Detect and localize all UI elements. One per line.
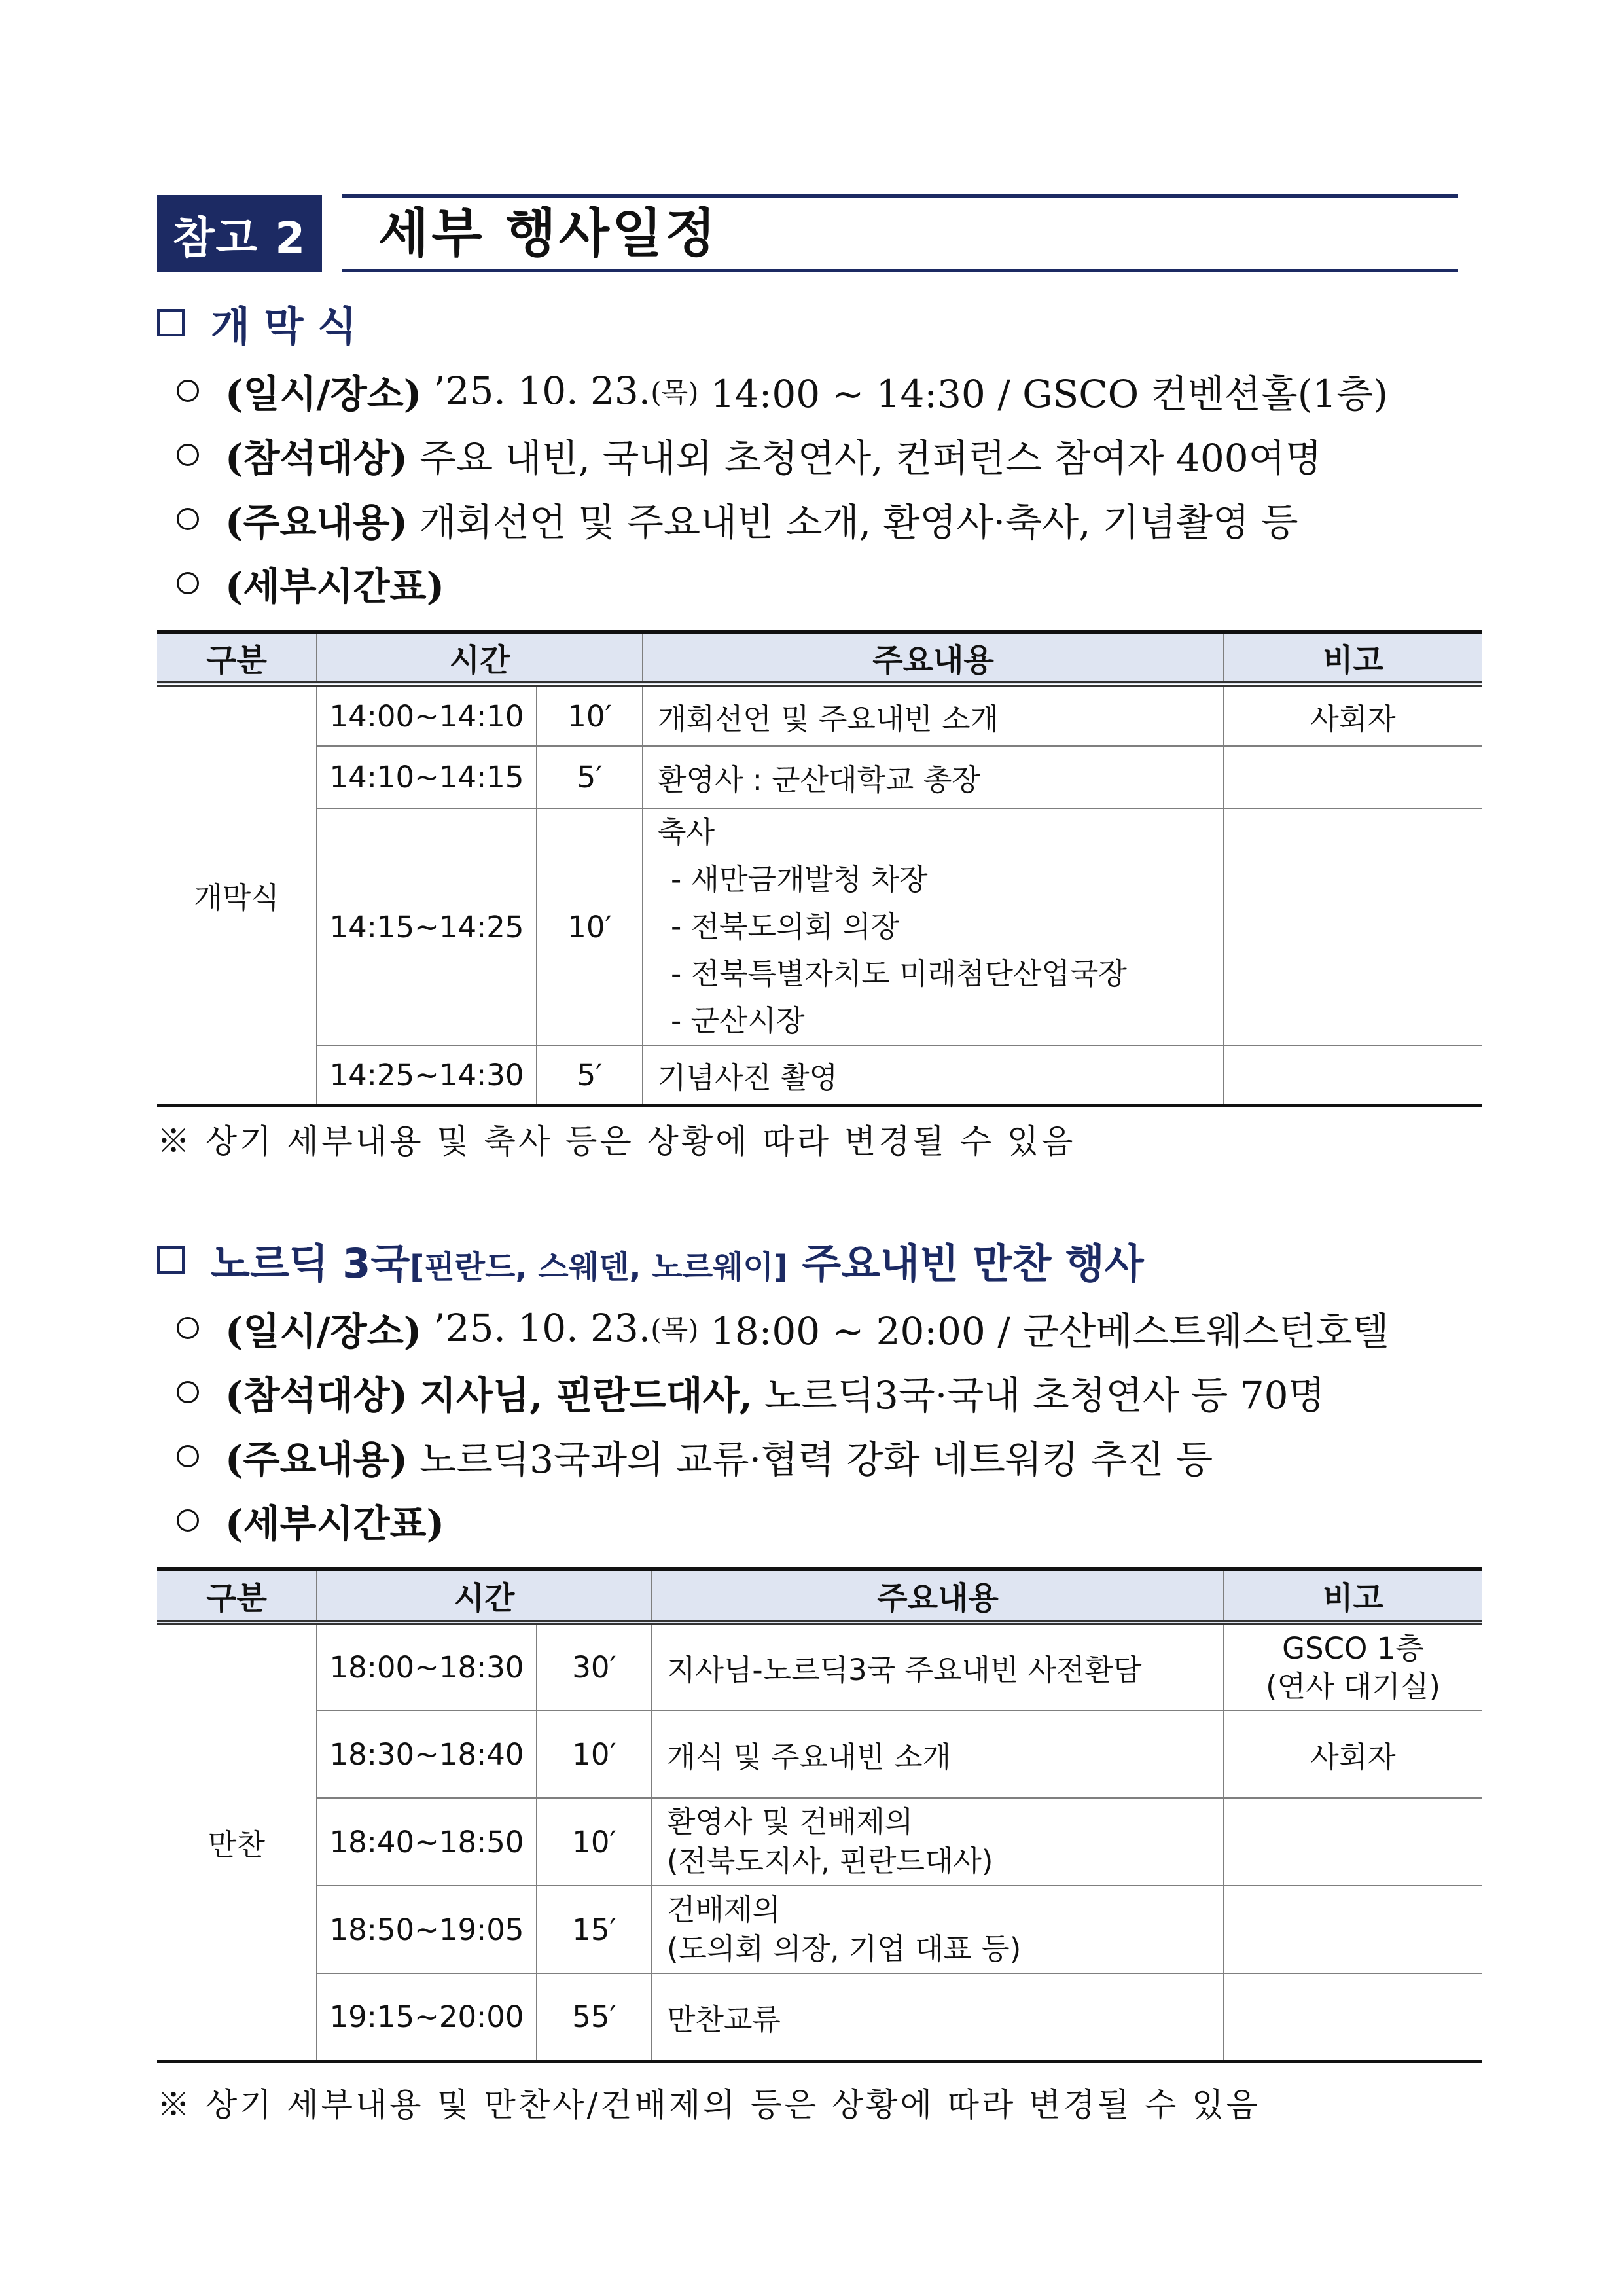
note-cell: [1224, 1798, 1482, 1886]
opening-schedule-table: [157, 630, 1482, 1107]
content-line: 환영사 및 건배제의: [667, 1804, 914, 1839]
opening-bullet-attendees: [177, 425, 1322, 484]
category-cell: 만찬: [157, 1623, 317, 2061]
duration-cell: 10′: [537, 808, 643, 1045]
content-line: 건배제의: [667, 1892, 781, 1927]
category-cell: 개막식: [157, 684, 317, 1105]
time-cell: 18:00~18:30: [317, 1623, 537, 1710]
content-line: 축사: [658, 815, 715, 850]
duration-cell: 15′: [537, 1886, 652, 1973]
content-line: (도의회 의장, 기업 대표 등): [667, 1931, 1022, 1966]
content-line: - 새만금개발청 차장: [671, 862, 928, 897]
duration-cell: 55′: [537, 1973, 652, 2061]
duration-cell: 5′: [537, 746, 643, 808]
circle-bullet-icon: [177, 1445, 199, 1467]
time-cell: 18:50~19:05: [317, 1886, 537, 1973]
note-cell: 사회자: [1224, 1710, 1482, 1798]
weekday: (목): [651, 1314, 699, 1346]
opening-bullet-schedule: [177, 554, 456, 613]
bullet-label: (참석대상): [225, 436, 408, 480]
bullet-text-2: 14:00 ~ 14:30 / GSCO 컨벤션홀(1층): [698, 372, 1388, 416]
col-header-content: 주요내용: [643, 632, 1224, 684]
table-header-row: [157, 1569, 1482, 1623]
col-header-category: 구분: [157, 1569, 317, 1623]
note-cell: GSCO 1층 (연사 대기실): [1224, 1623, 1482, 1710]
table-row: [157, 1045, 1482, 1105]
circle-bullet-icon: [177, 1381, 199, 1403]
table-header-row: [157, 632, 1482, 684]
table-row: [157, 1623, 1482, 1710]
bullet-text: ’25. 10. 23.: [433, 1306, 651, 1350]
bullet-text: 노르딕3국과의 교류·협력 강화 네트워킹 추진 등: [419, 1437, 1213, 1482]
col-header-time: 시간: [317, 1569, 652, 1623]
time-cell: 18:40~18:50: [317, 1798, 537, 1886]
note-cell: [1224, 1886, 1482, 1973]
banquet-bullet-datetime: [177, 1299, 1389, 1357]
content-cell: [652, 1798, 1224, 1886]
banquet-footnote: ※ 상기 세부내용 및 만찬사/건배제의 등은 상황에 따라 변경될 수 있음: [157, 2086, 1260, 2124]
banquet-heading-countries: [핀란드, 스웨덴, 노르웨이]: [410, 1248, 788, 1285]
time-cell: 18:30~18:40: [317, 1710, 537, 1798]
bullet-text: 개회선언 및 주요내빈 소개, 환영사·축사, 기념촬영 등: [419, 500, 1298, 545]
bullet-text: ’25. 10. 23.: [433, 368, 651, 413]
bullet-bold-text: 지사님, 핀란드대사,: [419, 1373, 753, 1418]
bullet-text-2: 18:00 ~ 20:00 / 군산베스트웨스턴호텔: [698, 1309, 1389, 1354]
content-cell: 지사님-노르딕3국 주요내빈 사전환담: [652, 1623, 1224, 1710]
opening-heading-text: 개 막 식: [211, 302, 357, 350]
opening-bullet-content: [177, 490, 1298, 548]
opening-footnote: ※ 상기 세부내용 및 축사 등은 상황에 따라 변경될 수 있음: [157, 1122, 1076, 1160]
time-cell: 19:15~20:00: [317, 1973, 537, 2061]
table-row: [157, 684, 1482, 746]
content-line: - 전북도의회 의장: [671, 909, 900, 944]
bullet-label: (주요내용): [225, 1437, 408, 1482]
duration-cell: 10′: [537, 684, 643, 746]
table-row: [157, 1798, 1482, 1886]
col-header-category: 구분: [157, 632, 317, 684]
time-cell: 14:00~14:10: [317, 684, 537, 746]
time-cell: 14:25~14:30: [317, 1045, 537, 1105]
bullet-label: (참석대상): [225, 1373, 408, 1418]
duration-cell: 30′: [537, 1623, 652, 1710]
reference-badge: 참고 2: [157, 195, 322, 272]
col-header-content: 주요내용: [652, 1569, 1224, 1623]
opening-heading: [157, 293, 357, 352]
circle-bullet-icon: [177, 1317, 199, 1339]
table-row: [157, 808, 1482, 1045]
note-cell: [1224, 1973, 1482, 2061]
content-line: (전북도지사, 핀란드대사): [667, 1844, 993, 1878]
col-header-note: 비고: [1224, 1569, 1482, 1623]
bullet-label: (세부시간표): [225, 564, 445, 609]
page-title: 세부 행사일정: [378, 203, 719, 264]
content-cell: 기념사진 촬영: [643, 1045, 1224, 1105]
duration-cell: 10′: [537, 1710, 652, 1798]
banquet-bullet-content: [177, 1427, 1213, 1486]
banquet-bullet-attendees: [177, 1363, 1325, 1422]
table-row: [157, 1886, 1482, 1973]
bullet-text: 노르딕3국·국내 초청연사 등 70명: [764, 1373, 1325, 1418]
note-cell: 사회자: [1224, 684, 1482, 746]
table-row: [157, 1710, 1482, 1798]
content-cell: 개회선언 및 주요내빈 소개: [643, 684, 1224, 746]
content-line: - 전북특별자치도 미래첨단산업국장: [671, 956, 1127, 991]
bullet-label: (세부시간표): [225, 1501, 445, 1546]
weekday: (목): [651, 376, 699, 408]
content-line: - 군산시장: [671, 1003, 805, 1038]
banquet-heading: [157, 1230, 1144, 1289]
col-header-note: 비고: [1224, 632, 1482, 684]
banquet-heading-text: [211, 1231, 1144, 1289]
note-cell: [1224, 808, 1482, 1045]
note-cell: [1224, 1045, 1482, 1105]
table-row: [157, 746, 1482, 808]
duration-cell: 5′: [537, 1045, 643, 1105]
bullet-label: (일시/장소): [225, 1309, 422, 1354]
bullet-label: (주요내용): [225, 500, 408, 545]
circle-bullet-icon: [177, 1509, 199, 1532]
content-cell: 개식 및 주요내빈 소개: [652, 1710, 1224, 1798]
content-cell: [652, 1886, 1224, 1973]
bullet-label: (일시/장소): [225, 372, 422, 416]
note-cell: [1224, 746, 1482, 808]
banquet-schedule-table: [157, 1567, 1482, 2063]
table-row: [157, 1973, 1482, 2061]
content-cell: 환영사 : 군산대학교 총장: [643, 746, 1224, 808]
time-cell: 14:15~14:25: [317, 808, 537, 1045]
content-cell: 만찬교류: [652, 1973, 1224, 2061]
circle-bullet-icon: [177, 508, 199, 530]
checkbox-square-icon: [157, 309, 185, 336]
banquet-bullet-schedule: [177, 1491, 456, 1550]
circle-bullet-icon: [177, 572, 199, 594]
banquet-heading-tail: 주요내빈 만찬 행사: [787, 1239, 1144, 1287]
duration-cell: 10′: [537, 1798, 652, 1886]
content-cell: [643, 808, 1224, 1045]
time-cell: 14:10~14:15: [317, 746, 537, 808]
col-header-time: 시간: [317, 632, 643, 684]
opening-bullet-datetime: [177, 361, 1388, 420]
bullet-text: 주요 내빈, 국내외 초청연사, 컨퍼런스 참여자 400여명: [419, 436, 1322, 480]
banquet-heading-main: 노르딕 3국: [211, 1239, 410, 1287]
checkbox-square-icon: [157, 1246, 185, 1274]
circle-bullet-icon: [177, 380, 199, 402]
circle-bullet-icon: [177, 444, 199, 466]
